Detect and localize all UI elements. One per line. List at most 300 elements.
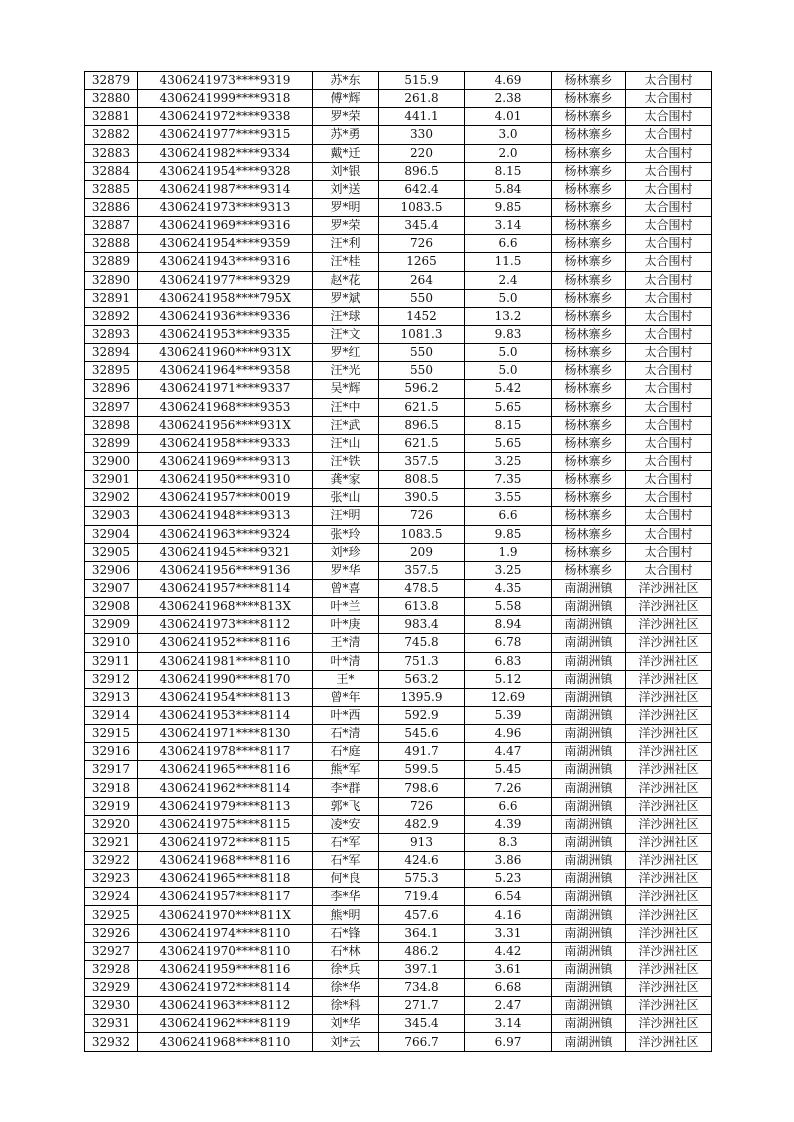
person-name-cell: 汪*桂	[313, 253, 379, 271]
township-cell: 南湖洲镇	[552, 761, 626, 779]
amount-cell: 726	[379, 235, 465, 253]
id-number-cell: 4306241973****9319	[138, 72, 313, 90]
village-cell: 太合围村	[626, 362, 712, 380]
village-cell: 洋沙洲社区	[626, 1033, 712, 1051]
value-cell: 6.54	[465, 888, 552, 906]
amount-cell: 766.7	[379, 1033, 465, 1051]
row-number-cell: 32888	[85, 235, 138, 253]
table-row	[85, 289, 712, 307]
row-number-cell: 32889	[85, 253, 138, 271]
table-row	[85, 543, 712, 561]
row-number-cell: 32881	[85, 108, 138, 126]
value-cell: 6.97	[465, 1033, 552, 1051]
person-name-cell: 石*军	[313, 833, 379, 851]
amount-cell: 550	[379, 289, 465, 307]
amount-cell: 913	[379, 833, 465, 851]
row-number-cell: 32925	[85, 906, 138, 924]
township-cell: 杨林寨乡	[552, 543, 626, 561]
village-cell: 洋沙洲社区	[626, 960, 712, 978]
row-number-cell: 32886	[85, 198, 138, 216]
amount-cell: 642.4	[379, 180, 465, 198]
village-cell: 洋沙洲社区	[626, 725, 712, 743]
village-cell: 洋沙洲社区	[626, 779, 712, 797]
value-cell: 9.85	[465, 198, 552, 216]
amount-cell: 271.7	[379, 997, 465, 1015]
value-cell: 2.0	[465, 144, 552, 162]
village-cell: 太合围村	[626, 489, 712, 507]
row-number-cell: 32898	[85, 416, 138, 434]
person-name-cell: 汪*文	[313, 325, 379, 343]
village-cell: 太合围村	[626, 126, 712, 144]
person-name-cell: 汪*光	[313, 362, 379, 380]
id-number-cell: 4306241990****8170	[138, 670, 313, 688]
amount-cell: 390.5	[379, 489, 465, 507]
township-cell: 南湖洲镇	[552, 1015, 626, 1033]
value-cell: 3.14	[465, 1015, 552, 1033]
person-name-cell: 罗*荣	[313, 108, 379, 126]
row-number-cell: 32929	[85, 979, 138, 997]
person-name-cell: 汪*明	[313, 507, 379, 525]
amount-cell: 621.5	[379, 434, 465, 452]
table-row	[85, 362, 712, 380]
table-row	[85, 434, 712, 452]
township-cell: 杨林寨乡	[552, 362, 626, 380]
row-number-cell: 32915	[85, 725, 138, 743]
amount-cell: 486.2	[379, 942, 465, 960]
id-number-cell: 4306241950****9310	[138, 471, 313, 489]
person-name-cell: 罗*明	[313, 198, 379, 216]
amount-cell: 364.1	[379, 924, 465, 942]
id-number-cell: 4306241999****9318	[138, 90, 313, 108]
village-cell: 洋沙洲社区	[626, 579, 712, 597]
id-number-cell: 4306241945****9321	[138, 543, 313, 561]
person-name-cell: 石*锋	[313, 924, 379, 942]
table-row	[85, 779, 712, 797]
value-cell: 5.0	[465, 289, 552, 307]
village-cell: 太合围村	[626, 561, 712, 579]
person-name-cell: 苏*东	[313, 72, 379, 90]
person-name-cell: 刘*珍	[313, 543, 379, 561]
village-cell: 太合围村	[626, 253, 712, 271]
township-cell: 南湖洲镇	[552, 779, 626, 797]
table-row	[85, 634, 712, 652]
value-cell: 4.42	[465, 942, 552, 960]
row-number-cell: 32892	[85, 307, 138, 325]
id-number-cell: 4306241970****8110	[138, 942, 313, 960]
amount-cell: 745.8	[379, 634, 465, 652]
village-cell: 太合围村	[626, 180, 712, 198]
value-cell: 4.01	[465, 108, 552, 126]
table-row	[85, 942, 712, 960]
table-row	[85, 325, 712, 343]
value-cell: 2.4	[465, 271, 552, 289]
table-row	[85, 180, 712, 198]
id-number-cell: 4306241960****931X	[138, 344, 313, 362]
row-number-cell: 32879	[85, 72, 138, 90]
township-cell: 杨林寨乡	[552, 325, 626, 343]
row-number-cell: 32895	[85, 362, 138, 380]
value-cell: 3.25	[465, 452, 552, 470]
table-row	[85, 507, 712, 525]
township-cell: 杨林寨乡	[552, 507, 626, 525]
row-number-cell: 32914	[85, 706, 138, 724]
table-row	[85, 90, 712, 108]
table-row	[85, 743, 712, 761]
value-cell: 5.42	[465, 380, 552, 398]
row-number-cell: 32928	[85, 960, 138, 978]
id-number-cell: 4306241953****8114	[138, 706, 313, 724]
value-cell: 1.9	[465, 543, 552, 561]
amount-cell: 1265	[379, 253, 465, 271]
township-cell: 杨林寨乡	[552, 126, 626, 144]
person-name-cell: 苏*勇	[313, 126, 379, 144]
village-cell: 太合围村	[626, 416, 712, 434]
row-number-cell: 32918	[85, 779, 138, 797]
table-row	[85, 852, 712, 870]
id-number-cell: 4306241957****8117	[138, 888, 313, 906]
amount-cell: 264	[379, 271, 465, 289]
person-name-cell: 石*林	[313, 942, 379, 960]
person-name-cell: 石*清	[313, 725, 379, 743]
person-name-cell: 王*清	[313, 634, 379, 652]
township-cell: 南湖洲镇	[552, 797, 626, 815]
value-cell: 8.15	[465, 416, 552, 434]
township-cell: 南湖洲镇	[552, 670, 626, 688]
township-cell: 杨林寨乡	[552, 307, 626, 325]
table-row	[85, 579, 712, 597]
id-number-cell: 4306241954****9359	[138, 235, 313, 253]
value-cell: 12.69	[465, 688, 552, 706]
township-cell: 南湖洲镇	[552, 888, 626, 906]
amount-cell: 345.4	[379, 1015, 465, 1033]
township-cell: 杨林寨乡	[552, 561, 626, 579]
amount-cell: 482.9	[379, 815, 465, 833]
row-number-cell: 32909	[85, 616, 138, 634]
person-name-cell: 曾*年	[313, 688, 379, 706]
township-cell: 杨林寨乡	[552, 217, 626, 235]
amount-cell: 726	[379, 797, 465, 815]
township-cell: 南湖洲镇	[552, 579, 626, 597]
township-cell: 南湖洲镇	[552, 870, 626, 888]
township-cell: 南湖洲镇	[552, 652, 626, 670]
row-number-cell: 32917	[85, 761, 138, 779]
id-number-cell: 4306241952****8116	[138, 634, 313, 652]
value-cell: 6.6	[465, 797, 552, 815]
township-cell: 杨林寨乡	[552, 108, 626, 126]
village-cell: 洋沙洲社区	[626, 852, 712, 870]
person-name-cell: 汪*中	[313, 398, 379, 416]
id-number-cell: 4306241959****8116	[138, 960, 313, 978]
person-name-cell: 罗*红	[313, 344, 379, 362]
person-name-cell: 熊*军	[313, 761, 379, 779]
village-cell: 洋沙洲社区	[626, 670, 712, 688]
value-cell: 4.69	[465, 72, 552, 90]
id-number-cell: 4306241968****8116	[138, 852, 313, 870]
township-cell: 南湖洲镇	[552, 634, 626, 652]
id-number-cell: 4306241964****9358	[138, 362, 313, 380]
table-row	[85, 525, 712, 543]
village-cell: 太合围村	[626, 72, 712, 90]
table-row	[85, 235, 712, 253]
person-name-cell: 傅*辉	[313, 90, 379, 108]
id-number-cell: 4306241956****9136	[138, 561, 313, 579]
village-cell: 太合围村	[626, 271, 712, 289]
table-row	[85, 1033, 712, 1051]
township-cell: 南湖洲镇	[552, 688, 626, 706]
village-cell: 洋沙洲社区	[626, 688, 712, 706]
row-number-cell: 32932	[85, 1033, 138, 1051]
village-cell: 洋沙洲社区	[626, 833, 712, 851]
amount-cell: 441.1	[379, 108, 465, 126]
row-number-cell: 32901	[85, 471, 138, 489]
value-cell: 8.15	[465, 162, 552, 180]
amount-cell: 457.6	[379, 906, 465, 924]
village-cell: 太合围村	[626, 380, 712, 398]
village-cell: 洋沙洲社区	[626, 706, 712, 724]
township-cell: 南湖洲镇	[552, 725, 626, 743]
township-cell: 南湖洲镇	[552, 997, 626, 1015]
amount-cell: 575.3	[379, 870, 465, 888]
table-row	[85, 997, 712, 1015]
amount-cell: 424.6	[379, 852, 465, 870]
value-cell: 2.38	[465, 90, 552, 108]
village-cell: 洋沙洲社区	[626, 634, 712, 652]
table-row	[85, 416, 712, 434]
village-cell: 洋沙洲社区	[626, 598, 712, 616]
row-number-cell: 32902	[85, 489, 138, 507]
person-name-cell: 熊*明	[313, 906, 379, 924]
township-cell: 杨林寨乡	[552, 144, 626, 162]
amount-cell: 345.4	[379, 217, 465, 235]
row-number-cell: 32911	[85, 652, 138, 670]
township-cell: 南湖洲镇	[552, 1033, 626, 1051]
id-number-cell: 4306241953****9335	[138, 325, 313, 343]
value-cell: 2.47	[465, 997, 552, 1015]
person-name-cell: 石*庭	[313, 743, 379, 761]
amount-cell: 1083.5	[379, 198, 465, 216]
row-number-cell: 32890	[85, 271, 138, 289]
value-cell: 5.12	[465, 670, 552, 688]
village-cell: 洋沙洲社区	[626, 797, 712, 815]
township-cell: 杨林寨乡	[552, 253, 626, 271]
row-number-cell: 32903	[85, 507, 138, 525]
amount-cell: 1081.3	[379, 325, 465, 343]
amount-cell: 896.5	[379, 416, 465, 434]
value-cell: 3.14	[465, 217, 552, 235]
value-cell: 3.0	[465, 126, 552, 144]
value-cell: 3.31	[465, 924, 552, 942]
village-cell: 太合围村	[626, 307, 712, 325]
person-name-cell: 刘*华	[313, 1015, 379, 1033]
table-row	[85, 815, 712, 833]
table-row	[85, 126, 712, 144]
row-number-cell: 32896	[85, 380, 138, 398]
table-row	[85, 725, 712, 743]
table-row	[85, 1015, 712, 1033]
township-cell: 杨林寨乡	[552, 489, 626, 507]
person-name-cell: 张*玲	[313, 525, 379, 543]
id-number-cell: 4306241978****8117	[138, 743, 313, 761]
person-name-cell: 汪*武	[313, 416, 379, 434]
township-cell: 杨林寨乡	[552, 398, 626, 416]
village-cell: 太合围村	[626, 90, 712, 108]
row-number-cell: 32916	[85, 743, 138, 761]
township-cell: 杨林寨乡	[552, 380, 626, 398]
id-number-cell: 4306241954****8113	[138, 688, 313, 706]
person-name-cell: 戴*迁	[313, 144, 379, 162]
id-number-cell: 4306241954****9328	[138, 162, 313, 180]
value-cell: 5.45	[465, 761, 552, 779]
table-row	[85, 253, 712, 271]
row-number-cell: 32897	[85, 398, 138, 416]
township-cell: 杨林寨乡	[552, 162, 626, 180]
amount-cell: 563.2	[379, 670, 465, 688]
id-number-cell: 4306241968****9353	[138, 398, 313, 416]
value-cell: 5.0	[465, 362, 552, 380]
table-row	[85, 906, 712, 924]
value-cell: 4.96	[465, 725, 552, 743]
value-cell: 4.47	[465, 743, 552, 761]
person-name-cell: 李*群	[313, 779, 379, 797]
village-cell: 太合围村	[626, 325, 712, 343]
village-cell: 洋沙洲社区	[626, 942, 712, 960]
value-cell: 8.3	[465, 833, 552, 851]
table-row	[85, 598, 712, 616]
person-name-cell: 汪*利	[313, 235, 379, 253]
amount-cell: 357.5	[379, 561, 465, 579]
township-cell: 南湖洲镇	[552, 706, 626, 724]
table-row	[85, 489, 712, 507]
value-cell: 6.68	[465, 979, 552, 997]
table-row	[85, 688, 712, 706]
id-number-cell: 4306241957****0019	[138, 489, 313, 507]
amount-cell: 491.7	[379, 743, 465, 761]
id-number-cell: 4306241958****795X	[138, 289, 313, 307]
table-row	[85, 979, 712, 997]
id-number-cell: 4306241963****8112	[138, 997, 313, 1015]
person-name-cell: 叶*清	[313, 652, 379, 670]
table-row	[85, 761, 712, 779]
amount-cell: 719.4	[379, 888, 465, 906]
row-number-cell: 32908	[85, 598, 138, 616]
row-number-cell: 32926	[85, 924, 138, 942]
row-number-cell: 32883	[85, 144, 138, 162]
amount-cell: 983.4	[379, 616, 465, 634]
row-number-cell: 32913	[85, 688, 138, 706]
id-number-cell: 4306241965****8118	[138, 870, 313, 888]
person-name-cell: 凌*安	[313, 815, 379, 833]
id-number-cell: 4306241977****9329	[138, 271, 313, 289]
village-cell: 洋沙洲社区	[626, 870, 712, 888]
village-cell: 洋沙洲社区	[626, 761, 712, 779]
table-row	[85, 452, 712, 470]
value-cell: 5.0	[465, 344, 552, 362]
township-cell: 杨林寨乡	[552, 180, 626, 198]
person-name-cell: 罗*斌	[313, 289, 379, 307]
village-cell: 太合围村	[626, 162, 712, 180]
amount-cell: 726	[379, 507, 465, 525]
village-cell: 太合围村	[626, 543, 712, 561]
table-row	[85, 144, 712, 162]
amount-cell: 808.5	[379, 471, 465, 489]
amount-cell: 798.6	[379, 779, 465, 797]
township-cell: 杨林寨乡	[552, 90, 626, 108]
person-name-cell: 汪*铁	[313, 452, 379, 470]
value-cell: 3.25	[465, 561, 552, 579]
person-name-cell: 汪*山	[313, 434, 379, 452]
amount-cell: 1083.5	[379, 525, 465, 543]
id-number-cell: 4306241982****9334	[138, 144, 313, 162]
id-number-cell: 4306241948****9313	[138, 507, 313, 525]
township-cell: 南湖洲镇	[552, 960, 626, 978]
value-cell: 6.6	[465, 235, 552, 253]
village-cell: 洋沙洲社区	[626, 743, 712, 761]
amount-cell: 896.5	[379, 162, 465, 180]
person-name-cell: 罗*荣	[313, 217, 379, 235]
amount-cell: 357.5	[379, 452, 465, 470]
village-cell: 洋沙洲社区	[626, 815, 712, 833]
village-cell: 洋沙洲社区	[626, 979, 712, 997]
value-cell: 5.58	[465, 598, 552, 616]
township-cell: 南湖洲镇	[552, 942, 626, 960]
person-name-cell: 吴*辉	[313, 380, 379, 398]
township-cell: 杨林寨乡	[552, 271, 626, 289]
id-number-cell: 4306241963****9324	[138, 525, 313, 543]
village-cell: 太合围村	[626, 217, 712, 235]
id-number-cell: 4306241972****9338	[138, 108, 313, 126]
person-name-cell: 徐*科	[313, 997, 379, 1015]
table-row	[85, 670, 712, 688]
id-number-cell: 4306241973****9313	[138, 198, 313, 216]
row-number-cell: 32930	[85, 997, 138, 1015]
value-cell: 7.35	[465, 471, 552, 489]
amount-cell: 550	[379, 362, 465, 380]
person-name-cell: 曾*喜	[313, 579, 379, 597]
township-cell: 杨林寨乡	[552, 471, 626, 489]
person-name-cell: 罗*华	[313, 561, 379, 579]
table-row	[85, 616, 712, 634]
value-cell: 3.55	[465, 489, 552, 507]
township-cell: 南湖洲镇	[552, 598, 626, 616]
value-cell: 6.6	[465, 507, 552, 525]
value-cell: 5.84	[465, 180, 552, 198]
table-row	[85, 217, 712, 235]
id-number-cell: 4306241975****8115	[138, 815, 313, 833]
village-cell: 洋沙洲社区	[626, 652, 712, 670]
table-row	[85, 380, 712, 398]
table-row	[85, 706, 712, 724]
village-cell: 洋沙洲社区	[626, 924, 712, 942]
person-name-cell: 徐*兵	[313, 960, 379, 978]
amount-cell: 545.6	[379, 725, 465, 743]
table-row	[85, 833, 712, 851]
table-row	[85, 398, 712, 416]
township-cell: 南湖洲镇	[552, 906, 626, 924]
person-name-cell: 郭*飞	[313, 797, 379, 815]
id-number-cell: 4306241943****9316	[138, 253, 313, 271]
row-number-cell: 32927	[85, 942, 138, 960]
value-cell: 6.83	[465, 652, 552, 670]
id-number-cell: 4306241965****8116	[138, 761, 313, 779]
person-name-cell: 何*良	[313, 870, 379, 888]
amount-cell: 621.5	[379, 398, 465, 416]
row-number-cell: 32912	[85, 670, 138, 688]
township-cell: 南湖洲镇	[552, 833, 626, 851]
value-cell: 5.39	[465, 706, 552, 724]
village-cell: 太合围村	[626, 507, 712, 525]
village-cell: 洋沙洲社区	[626, 906, 712, 924]
row-number-cell: 32880	[85, 90, 138, 108]
